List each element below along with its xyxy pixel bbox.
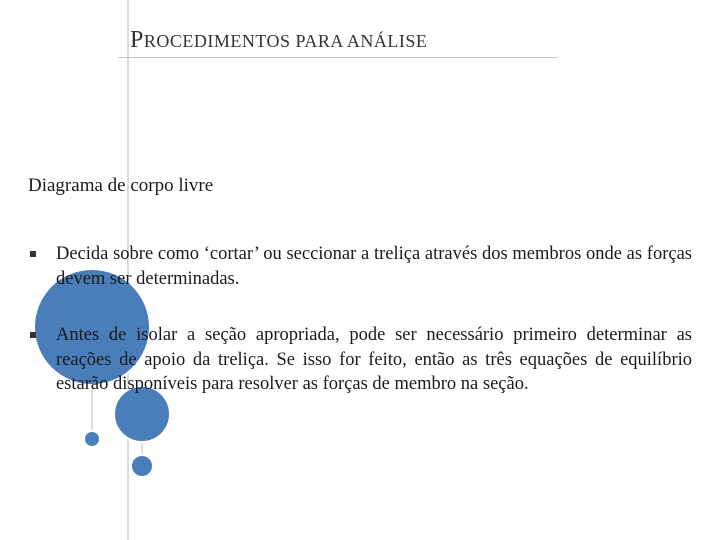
bullet-text: Antes de isolar a seção apropriada, pode ser necessário primeiro determinar as reações de apoio da treliça. Se isso for feito, então as três equações de equilíbrio estarão disponíveis para resolver as forças de membro na seção. — [56, 325, 692, 394]
section-heading: Diagrama de corpo livre — [28, 175, 214, 196]
title-divider — [118, 57, 558, 58]
decorative-circle-small — [131, 455, 153, 477]
title-rest: ROCEDIMENTOS PARA ANÁLISE — [143, 31, 428, 51]
slide-title — [130, 27, 427, 54]
bullet-list — [30, 242, 692, 429]
bullet-text: Decida sobre como ‘cortar’ ou seccionar a treliça através dos membros onde as forças devem ser determinadas. — [56, 244, 692, 289]
title-first-letter: P — [130, 27, 144, 53]
bullet-item — [30, 323, 692, 397]
bullet-item — [30, 242, 692, 291]
decorative-circle-small — [84, 431, 100, 447]
bullet-square-icon — [30, 251, 36, 257]
bullet-square-icon — [30, 332, 36, 338]
